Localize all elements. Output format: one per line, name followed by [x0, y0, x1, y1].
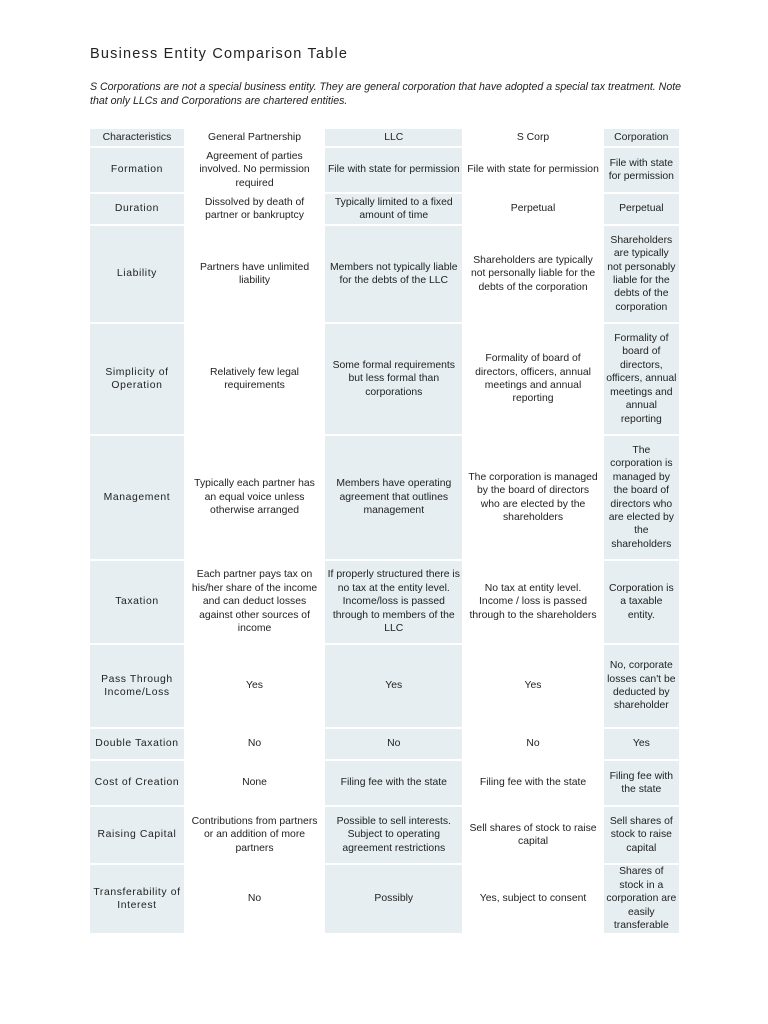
cell-llc: File with state for permission — [325, 148, 462, 192]
row-label: Raising Capital — [90, 807, 184, 863]
cell-s-corp: No — [464, 729, 601, 759]
row-label: Pass Through Income/Loss — [90, 645, 184, 727]
cell-s-corp: Shareholders are typically not personally liable for the debts of the corporation — [464, 226, 601, 322]
row-label: Management — [90, 436, 184, 559]
cell-corporation: Perpetual — [604, 194, 679, 224]
row-label: Transferability of Interest — [90, 865, 184, 933]
cell-llc: Yes — [325, 645, 462, 727]
header-general-partnership: General Partnership — [186, 129, 323, 146]
table-row — [90, 761, 679, 805]
cell-general-partnership: Each partner pays tax on his/her share of the income and can deduct losses against other sources of income — [186, 561, 323, 643]
cell-s-corp: Sell shares of stock to raise capital — [464, 807, 601, 863]
table-row — [90, 226, 679, 322]
cell-llc: Possibly — [325, 865, 462, 933]
cell-llc: Typically limited to a fixed amount of time — [325, 194, 462, 224]
cell-s-corp: Filing fee with the state — [464, 761, 601, 805]
cell-s-corp: The corporation is managed by the board of directors who are elected by the shareholders — [464, 436, 601, 559]
cell-corporation: No, corporate losses can't be deducted by shareholder — [604, 645, 679, 727]
cell-s-corp: Yes, subject to consent — [464, 865, 601, 933]
cell-general-partnership: No — [186, 729, 323, 759]
cell-corporation: Yes — [604, 729, 679, 759]
table-row — [90, 436, 679, 559]
cell-general-partnership: Dissolved by death of partner or bankruptcy — [186, 194, 323, 224]
cell-llc: Members have operating agreement that outlines management — [325, 436, 462, 559]
row-label: Double Taxation — [90, 729, 184, 759]
row-label: Formation — [90, 148, 184, 192]
page-title: Business Entity Comparison Table — [90, 46, 349, 62]
cell-corporation: Shareholders are typically not personably liable for the debts of the corporation — [604, 226, 679, 322]
header-corporation: Corporation — [604, 129, 679, 146]
cell-corporation: The corporation is managed by the board of directors who are elected by the shareholders — [604, 436, 679, 559]
cell-general-partnership: Agreement of parties involved. No permission required — [186, 148, 323, 192]
header-row — [90, 129, 679, 146]
header-llc: LLC — [325, 129, 462, 146]
cell-corporation: Corporation is a taxable entity. — [604, 561, 679, 643]
row-label: Taxation — [90, 561, 184, 643]
row-label: Cost of Creation — [90, 761, 184, 805]
row-label: Liability — [90, 226, 184, 322]
table-row — [90, 148, 679, 192]
cell-corporation: Shares of stock in a corporation are easily transferable — [604, 865, 679, 933]
table-row — [90, 865, 679, 933]
table-row — [90, 645, 679, 727]
cell-llc: Members not typically liable for the debts of the LLC — [325, 226, 462, 322]
cell-general-partnership: No — [186, 865, 323, 933]
cell-general-partnership: Typically each partner has an equal voice unless otherwise arranged — [186, 436, 323, 559]
cell-corporation: Filing fee with the state — [604, 761, 679, 805]
row-label: Simplicity of Operation — [90, 324, 184, 434]
intro-paragraph: S Corporations are not a special business entity. They are general corporation that have adopted a special tax treatment. Note that only LLCs and Corporations are chartered entities. — [90, 81, 682, 107]
cell-s-corp: Perpetual — [464, 194, 601, 224]
cell-general-partnership: Contributions from partners or an addition of more partners — [186, 807, 323, 863]
cell-s-corp: Formality of board of directors, officers, annual meetings and annual reporting — [464, 324, 601, 434]
cell-s-corp: No tax at entity level. Income / loss is passed through to the shareholders — [464, 561, 601, 643]
cell-llc: Filing fee with the state — [325, 761, 462, 805]
table-row — [90, 729, 679, 759]
header-characteristics: Characteristics — [90, 129, 184, 146]
header-s-corp: S Corp — [464, 129, 601, 146]
cell-s-corp: File with state for permission — [464, 148, 601, 192]
cell-general-partnership: Relatively few legal requirements — [186, 324, 323, 434]
cell-corporation: Formality of board of directors, officers, annual meetings and annual reporting — [604, 324, 679, 434]
table-row — [90, 561, 679, 643]
table-row — [90, 807, 679, 863]
cell-corporation: File with state for permission — [604, 148, 679, 192]
cell-llc: If properly structured there is no tax at the entity level. Income/loss is passed through to members of the LLC — [325, 561, 462, 643]
row-label: Duration — [90, 194, 184, 224]
cell-general-partnership: None — [186, 761, 323, 805]
cell-s-corp: Yes — [464, 645, 601, 727]
table-row — [90, 324, 679, 434]
cell-llc: No — [325, 729, 462, 759]
cell-general-partnership: Partners have unlimited liability — [186, 226, 323, 322]
cell-llc: Possible to sell interests. Subject to operating agreement restrictions — [325, 807, 462, 863]
table-row — [90, 194, 679, 224]
cell-general-partnership: Yes — [186, 645, 323, 727]
cell-llc: Some formal requirements but less formal than corporations — [325, 324, 462, 434]
cell-corporation: Sell shares of stock to raise capital — [604, 807, 679, 863]
comparison-table — [88, 127, 681, 935]
